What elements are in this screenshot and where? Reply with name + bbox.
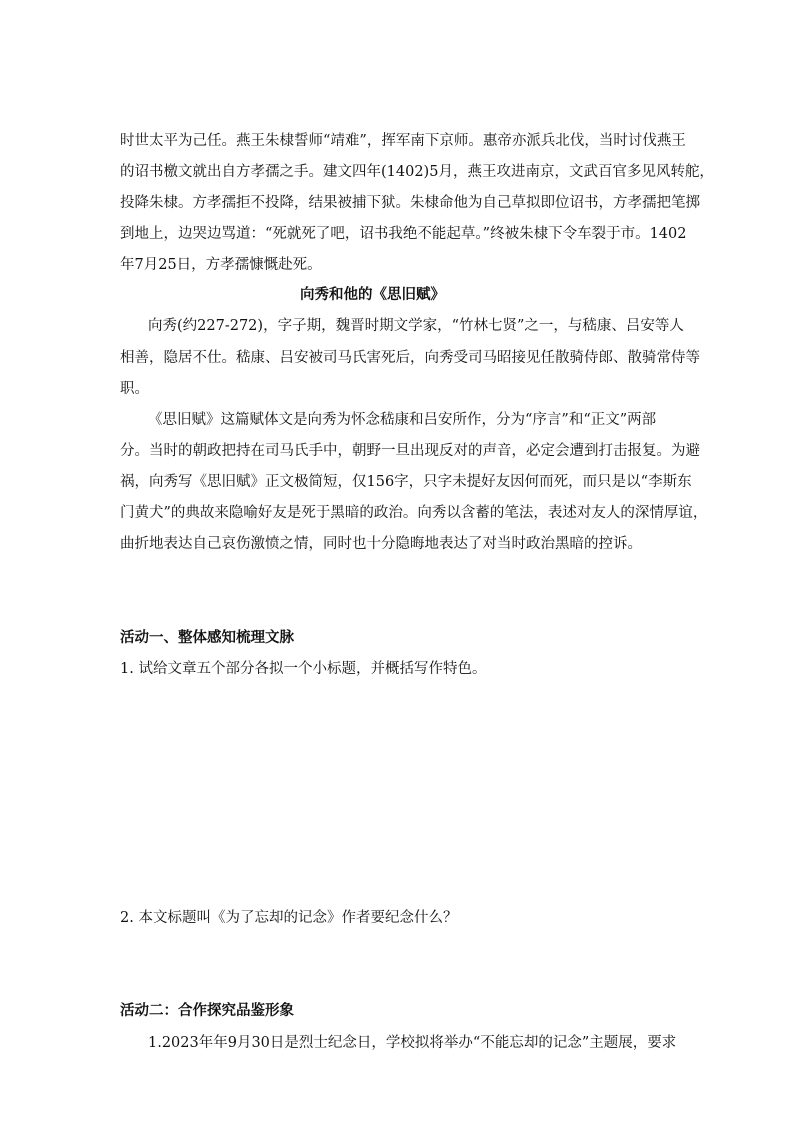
para2-line-5: 曲折地表达自己哀伤激愤之情，同时也十分隐晦地表达了对当时政治黑暗的控诉。	[120, 536, 642, 552]
para2-line-4: 门黄犬”的典故来隐喻好友是死于黑暗的政治。向秀以含蓄的笔法，表述对友人的深情厚谊，	[120, 505, 708, 521]
para2-line-1: 《思旧赋》这篇赋体文是向秀为怀念嵇康和吕安所作，分为“序言”和“正文”两部	[148, 412, 657, 428]
intro-line-5: 年7月25日，方孝孺慷慨赴死。	[120, 257, 322, 273]
activity1-question-2: 2. 本文标题叫《为了忘却的记念》作者要纪念什么？	[120, 910, 458, 926]
activity1-heading: 活动一、整体感知梳理文脉	[120, 629, 294, 646]
para1-line-3: 职。	[120, 381, 149, 397]
para2-line-2: 分。当时的朝政把持在司马氏手中，朝野一旦出现反对的声音，必定会遭到打击报复。为避	[120, 443, 700, 459]
intro-line-4: 到地上，边哭边骂道：“死就死了吧，诏书我绝不能起草。”终被朱棣下令车裂于市。1402	[120, 226, 687, 242]
para2-line-3: 祸，向秀写《思旧赋》正文极简短，仅156字，只字未提好友因何而死，而只是以“李斯东	[120, 474, 692, 490]
activity1-question-1: 1. 试给文章五个部分各拟一个小标题，并概括写作特色。	[120, 661, 487, 677]
para1-line-1: 向秀(约227-272)，字子期，魏晋时期文学家，“竹林七贤”之一，与嵇康、吕安等人	[148, 318, 684, 334]
intro-line-2: 的诏书檄文就出自方孝孺之手。建文四年(1402)5月，燕王攻进南京，文武百官多见风转舵，	[120, 164, 714, 180]
intro-line-3: 投降朱棣。方孝孺拒不投降，结果被捕下狱。朱棣命他为自己草拟即位诏书，方孝孺把笔掷	[120, 195, 700, 211]
activity2-heading: 活动二：合作探究品鉴形象	[120, 1002, 294, 1019]
activity2-question-1: 1.2023年年9月30日是烈士纪念日，学校拟将举办“不能忘却的记念”主题展，要求	[148, 1035, 677, 1051]
section-title: 向秀和他的《思旧赋》	[300, 286, 445, 303]
intro-line-1: 时世太平为己任。燕王朱棣誓师“靖难”，挥军南下京师。惠帝亦派兵北伐，当时讨伐燕王	[120, 133, 686, 149]
para1-line-2: 相善，隐居不仕。嵇康、吕安被司马氏害死后，向秀受司马昭接见任散骑侍郎、散骑常侍等	[120, 350, 700, 366]
